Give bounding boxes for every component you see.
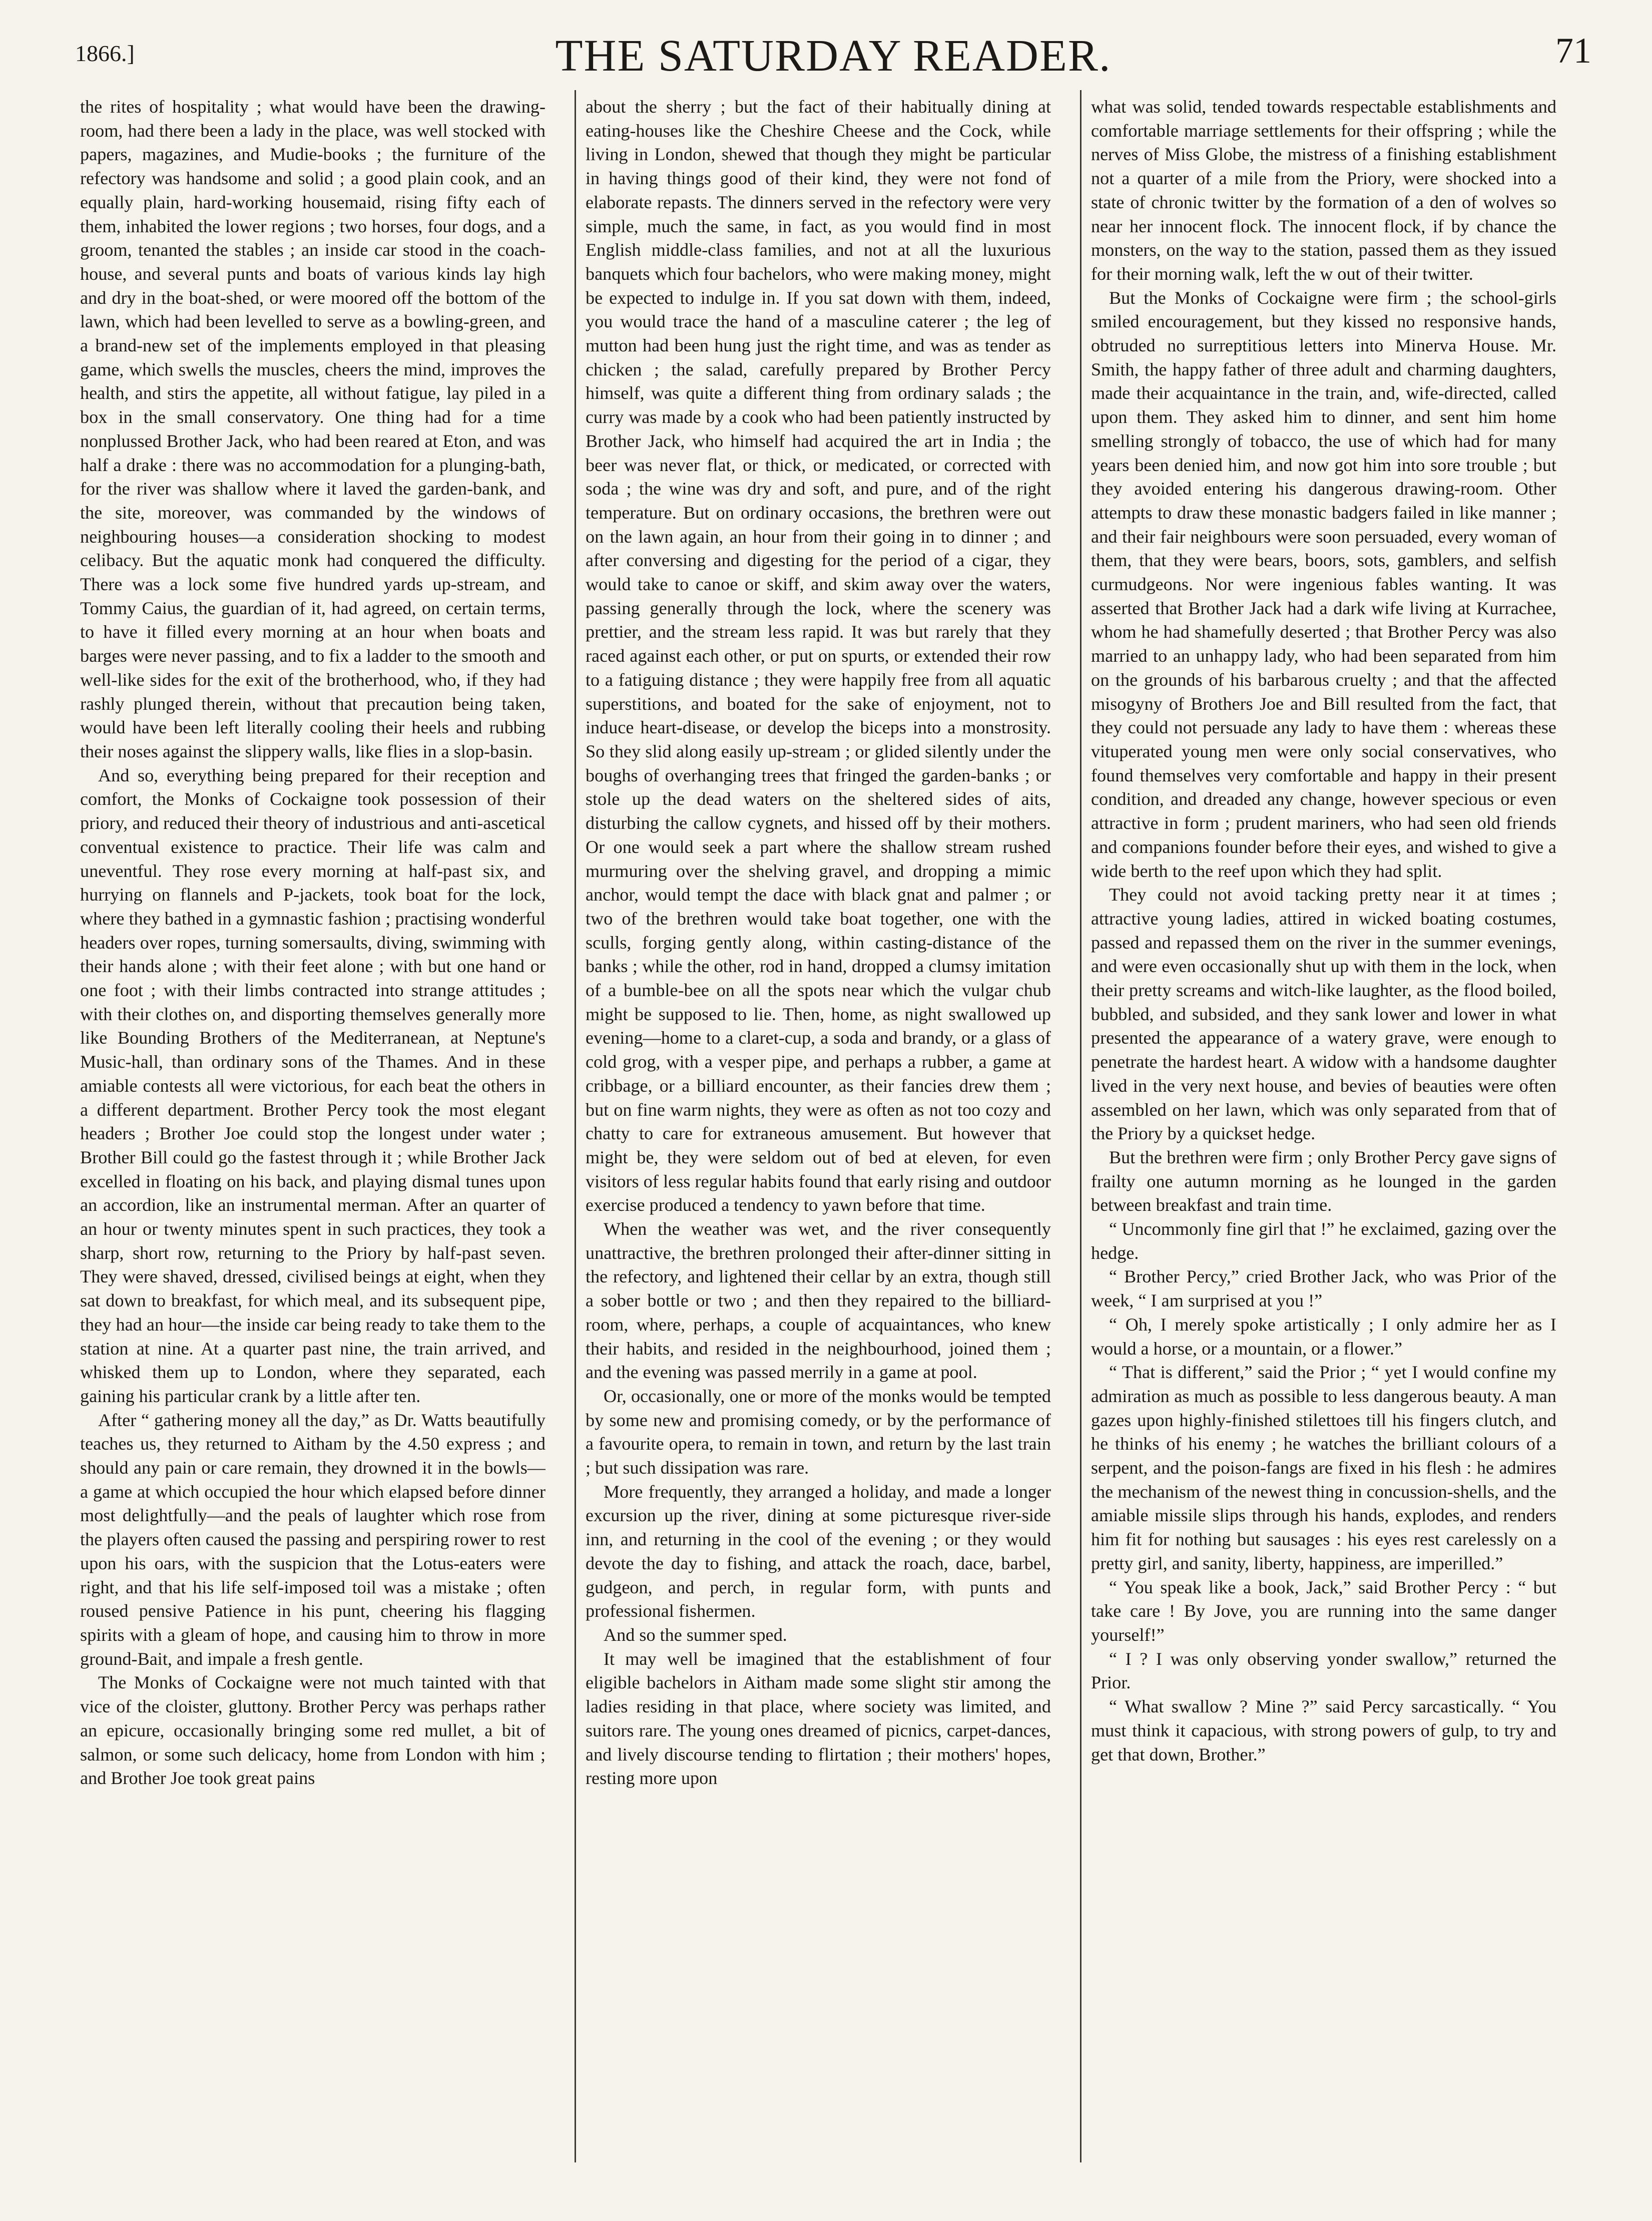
column-3: [1091, 95, 1556, 2167]
column-rule: [1080, 90, 1081, 2162]
paragraph: “ Brother Percy,” cried Brother Jack, who was Prior of the week, “ I am surprised at you !”: [1091, 1266, 1556, 1311]
page-header: [75, 30, 1591, 90]
paragraph: And so the summer sped.: [604, 1625, 787, 1645]
paragraph: After “ gathering money all the day,” as Dr. Watts beautifully teaches us, they returned to Aitham by the 4.50 express ; and should any pain or care remain, they drowned it in the bowls—a game at which occupied the hour which elapsed before dinner most delightfully—and the peals of laughter which rose from the players often caused the passing and perspiring rower to rest upon his oars, with the suspicion that the Lotus-eaters were right, and that his life self-imposed toil was a mistake ; often roused pensive Patience in his punt, cheering his flagging spirits with a gleam of hope, and causing him to throw in more ground-Bait, and impale a fresh gentle.: [80, 1410, 545, 1669]
paragraph: “ Uncommonly fine girl that !” he exclaimed, gazing over the hedge.: [1091, 1219, 1556, 1263]
paragraph: When the weather was wet, and the river consequently unattractive, the brethren prolonged their after-dinner sitting in the refectory, and lightened their cellar by an extra, though still a sober bottle or two ; and then they repaired to the billiard-room, where, perhaps, a couple of acquaintances, who knew their habits, and resided in the neighbourhood, joined them ; and the evening was passed merrily in a game at pool.: [586, 1219, 1051, 1383]
paragraph: But the brethren were firm ; only Brother Percy gave signs of frailty one autumn morning as he lounged in the garden between breakfast and train time.: [1091, 1147, 1556, 1215]
paragraph: “ You speak like a book, Jack,” said Brother Percy : “ but take care ! By Jove, you are running into the same danger yourself!”: [1091, 1577, 1556, 1645]
masthead-title: THE SATURDAY READER.: [555, 31, 1112, 81]
paragraph: But the Monks of Cockaigne were firm ; the school-girls smiled encouragement, but they kissed no responsive hands, obtruded no surreptitious letters into Minerva House. Mr. Smith, the happy father of three adult and charming daughters, made their acquaintance in the train, and, wife-directed, called upon them. They asked him to dinner, and sent him home smelling strongly of tobacco, the use of which had for many years been denied him, and now got him into sore trouble ; but they avoided entering his dangerous drawing-room. Other attempts to draw these monastic badgers failed in like manner ; and their fair neighbours were soon persuaded, every woman of them, that they were bears, boors, sots, gamblers, and selfish curmudgeons. Nor were ingenious fables wanting. It was asserted that Brother Jack had a dark wife living at Kurrachee, whom he had shamefully deserted ; that Brother Percy was also married to an unhappy lady, who had been separated from him on the grounds of his barbarous cruelty ; and that the affected misogyny of Brothers Joe and Bill resulted from the fact, that they could not persuade any lady to have them : whereas these vituperated young men were only social conservatives, who found themselves very comfortable and happy in their present condition, and dreaded any change, however specious or even attractive in form ; prudent mariners, who had seen old friends and companions founder before their eyes, and wished to give a wide berth to the reef upon which they had split.: [1091, 287, 1556, 881]
paragraph: The Monks of Cockaigne were not much tainted with that vice of the cloister, gluttony. Brother Percy was perhaps rather an epicure, occasionally bringing some red mullet, a bit of salmon, or some such delicacy, home from London with him ; and Brother Joe took great pains: [80, 1672, 545, 1789]
paragraph: It may well be imagined that the establishment of four eligible bachelors in Aitham made some slight stir among the ladies residing in that place, where society was limited, and suitors rare. The young ones dreamed of picnics, carpet-dances, and lively discourse tending to flirtation ; their mothers' hopes, resting more upon: [586, 1648, 1051, 1789]
paragraph: what was solid, tended towards respectable establishments and comfortable marriage settlements for their offspring ; while the nerves of Miss Globe, the mistress of a finishing establishment not a quarter of a mile from the Priory, were shocked into a state of chronic twitter by the formation of a den of wolves so near her innocent flock. The innocent flock, if by chance the monsters, on the way to the station, passed them as they issued for their morning walk, left the w out of their twitter.: [1091, 97, 1556, 284]
paragraph: about the sherry ; but the fact of their habitually dining at eating-houses like the Cheshire Cheese and the Cock, while living in London, shewed that though they might be particular in having things good of their kind, they were not fond of elaborate repasts. The dinners served in the refectory were very simple, much the same, in fact, as you would find in most English middle-class families, and not at all the luxurious banquets which four bachelors, who were making money, might be expected to indulge in. If you sat down with them, indeed, you would trace the hand of a masculine caterer ; the leg of mutton had been hung just the right time, and was as tender as chicken ; the salad, carefully prepared by Brother Percy himself, was quite a different thing from ordinary salads ; the curry was made by a cook who had been patiently instructed by Brother Jack, who himself had acquired the art in India ; the beer was never flat, or thick, or medicated, or corrected with soda ; the wine was dry and soft, and pure, and of the right temperature. But on ordinary occasions, the brethren were out on the lawn again, an hour from their going in to dinner ; and after conversing and digesting for the period of a cigar, they would take to canoe or skiff, and skim away over the waters, passing generally through the lock, where the scenery was prettier, and the stream less rapid. It was but rarely that they raced against each other, or put on spurts, or extended their row to a fatiguing distance ; they were happily free from all aquatic superstitions, and boated for the sake of enjoyment, not to induce heart-disease, or develop the biceps into a monstrosity. So they slid along easily up-stream ; or glided silently under the boughs of overhanging trees that fringed the garden-banks ; or stole up the dead waters on the sheltered sides of aits, disturbing the callow cygnets, and hissed off by their mothers. Or one would seek a part where the shallow stream rushed murmuring over the shelving gravel, and dropping a mimic anchor, would tempt the dace with black gnat and palmer ; or two of the brethren would take boat together, one with the sculls, forging gently along, within casting-distance of the banks ; while the other, rod in hand, dropped a clumsy imitation of a bumble-bee on all the spots near which the vulgar chub might be supposed to lie. Then, home, as night swallowed up evening—home to a claret-cup, a soda and brandy, or a glass of cold grog, with a vesper pipe, and perhaps a rubber, a game at cribbage, or a billiard encounter, as their fancies drew them ; but on fine warm nights, they were as often as not too cozy and chatty to care for extraneous amusement. But however that might be, they were seldom out of bed at eleven, for even visitors of less regular habits found that early rising and outdoor exercise produced a tendency to yawn before that time.: [586, 97, 1051, 1215]
page-number: 71: [1555, 31, 1591, 71]
column-1: [80, 95, 545, 2167]
paragraph: “ That is different,” said the Prior ; “ yet I would confine my admiration as much as possible to less dangerous beauty. A man gazes upon highly-finished stilettoes till his fingers clutch, and he thinks of his enemy ; he watches the brilliant colours of a serpent, and the poison-fangs are fixed in his flesh : he admires the mechanism of the newest thing in concussion-shells, and the amiable missile slips through his hands, explodes, and renders him fit for nothing but sausages : his eyes rest carelessly on a pretty girl, and sanity, liberty, happiness, are imperilled.”: [1091, 1362, 1556, 1573]
paragraph: They could not avoid tacking pretty near it at times ; attractive young ladies, attired in wicked boating costumes, passed and repassed them on the river in the summer evenings, and were even occasionally shut up with them in the lock, when their pretty screams and witch-like laughter, as the flood boiled, bubbled, and subsided, and they sank lower and lower in what presented the appearance of a watery grave, were enough to penetrate the hardest heart. A widow with a handsome daughter lived in the very next house, and bevies of beauties were often assembled on her lawn, which was only separated from that of the Priory by a quickset hedge.: [1091, 884, 1556, 1144]
paragraph: More frequently, they arranged a holiday, and made a longer excursion up the river, dining at some picturesque river-side inn, and returning in the cool of the evening ; or they would devote the day to fishing, and attack the roach, dace, barbel, gudgeon, and perch, in regular form, with punts and professional fishermen.: [586, 1481, 1051, 1621]
issue-date: 1866.]: [75, 41, 135, 66]
paragraph: “ Oh, I merely spoke artistically ; I only admire her as I would a horse, or a mountain, or a flower.”: [1091, 1314, 1556, 1359]
column-2: [586, 95, 1051, 2167]
paragraph: “ I ? I was only observing yonder swallow,” returned the Prior.: [1091, 1648, 1556, 1693]
column-rule: [575, 90, 576, 2162]
paragraph: “ What swallow ? Mine ?” said Percy sarcastically. “ You must think it capacious, with strong powers of gulp, to try and get that down, Brother.”: [1091, 1696, 1556, 1764]
paragraph: And so, everything being prepared for their reception and comfort, the Monks of Cockaigne took possession of their priory, and reduced their theory of industrious and anti-ascetical conventual existence to practice. Their life was calm and uneventful. They rose every morning at half-past six, and hurrying on flannels and P-jackets, took boat for the lock, where they bathed in a gymnastic fashion ; practising wonderful headers over ropes, turning somersaults, diving, swimming with their hands alone ; with their feet alone ; with but one hand or one foot ; with their limbs contracted into strange attitudes ; with their clothes on, and disporting themselves generally more like Bounding Brothers of the Mediterranean, at Neptune's Music-hall, than ordinary sons of the Thames. And in these amiable contests all were victorious, for each beat the others in a different department. Brother Percy took the most elegant headers ; Brother Joe could stop the longest under water ; Brother Bill could go the fastest through it ; while Brother Jack excelled in floating on his back, and playing dismal tunes upon an accordion, like an instrumental merman. After an quarter of an hour or twenty minutes spent in such practices, they took a sharp, short row, returning to the Priory by half-past seven. They were shaved, dressed, civilised beings at eight, when they sat down to breakfast, for which meal, and its subsequent pipe, they had an hour—the inside car being ready to take them to the station at nine. At a quarter past nine, the train arrived, and whisked them up to London, where they separated, each gaining his particular crank by a little after ten.: [80, 765, 545, 1406]
paragraph: the rites of hospitality ; what would have been the drawing-room, had there been a lady in the place, was well stocked with papers, magazines, and Mudie-books ; the furniture of the refectory was handsome and solid ; a good plain cook, and an equally plain, hard-working housemaid, rising fifty each of them, inhabited the lower regions ; two horses, four dogs, and a groom, tenanted the stables ; an inside car stood in the coach-house, and several punts and boats of various kinds lay high and dry in the boat-shed, or were moored off the bottom of the lawn, which had been levelled to serve as a bowling-green, and a brand-new set of the implements employed in that pleasing game, which swells the muscles, cheers the mind, improves the health, and stirs the appetite, all without fatigue, lay piled in a box in the small conservatory. One thing had for a time nonplussed Brother Jack, who had been reared at Eton, and was half a drake : there was no accommodation for a plunging-bath, for the river was shallow where it laved the garden-bank, and the site, moreover, was commanded by the windows of neighbouring houses—a consideration shocking to modest celibacy. But the aquatic monk had conquered the difficulty. There was a lock some five hundred yards up-stream, and Tommy Caius, the guardian of it, had agreed, on certain terms, to have it filled every morning at an hour when boats and barges were never passing, and to fix a ladder to the smooth and well-like sides for the exit of the brotherhood, who, if they had rashly plunged therein, without that precaution being taken, would have been left literally cooling their heels and rubbing their noses against the slippery walls, like flies in a slop-basin.: [80, 97, 545, 761]
paragraph: Or, occasionally, one or more of the monks would be tempted by some new and promising comedy, or by the performance of a favourite opera, to remain in town, and return by the last train ; but such dissipation was rare.: [586, 1386, 1051, 1478]
